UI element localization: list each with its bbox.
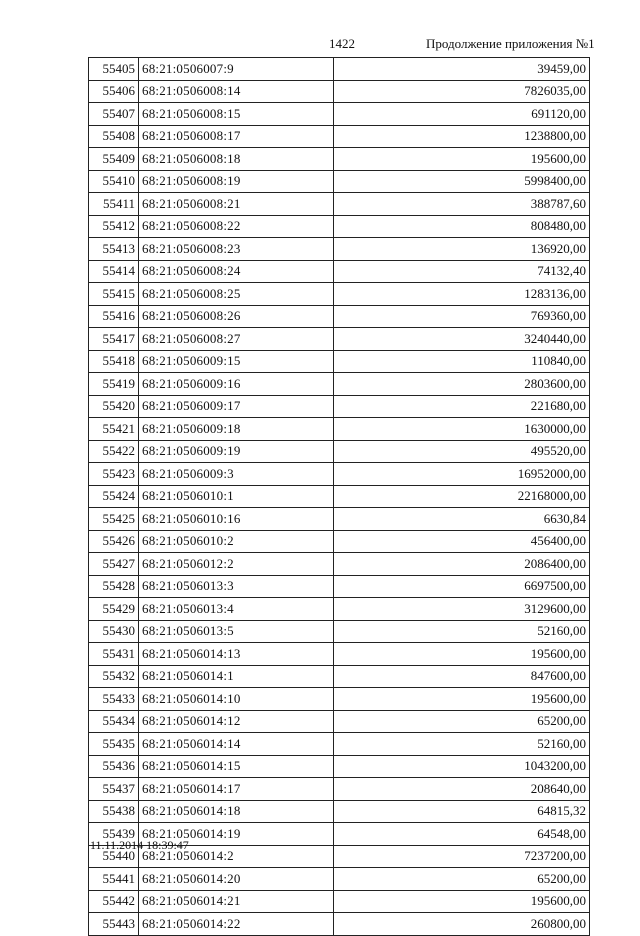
table-row [89,58,590,81]
cadastral-number: 68:21:0506008:14 [139,80,334,103]
table-row [89,710,590,733]
row-number: 55425 [89,508,139,531]
row-number: 55440 [89,845,139,868]
cadastral-number: 68:21:0506008:22 [139,215,334,238]
table-row [89,665,590,688]
table-row [89,305,590,328]
cadastral-value: 1630000,00 [334,418,590,441]
cadastral-number: 68:21:0506013:4 [139,598,334,621]
cadastral-value: 769360,00 [334,305,590,328]
table-row [89,508,590,531]
cadastral-value: 6697500,00 [334,575,590,598]
row-number: 55430 [89,620,139,643]
cadastral-number: 68:21:0506009:19 [139,440,334,463]
cadastral-number: 68:21:0506008:21 [139,193,334,216]
cadastral-value: 7237200,00 [334,845,590,868]
table-row [89,238,590,261]
row-number: 55424 [89,485,139,508]
table-row [89,733,590,756]
cadastral-value: 195600,00 [334,643,590,666]
row-number: 55416 [89,305,139,328]
row-number: 55438 [89,800,139,823]
cadastral-number: 68:21:0506014:12 [139,710,334,733]
table-row [89,418,590,441]
cadastral-value: 64815,32 [334,800,590,823]
row-number: 55405 [89,58,139,81]
table-row [89,755,590,778]
cadastral-number: 68:21:0506008:27 [139,328,334,351]
row-number: 55443 [89,913,139,936]
row-number: 55419 [89,373,139,396]
table-row [89,283,590,306]
table-row [89,575,590,598]
page-number: 1422 [329,36,355,51]
cadastral-value: 2086400,00 [334,553,590,576]
cadastral-value: 7826035,00 [334,80,590,103]
row-number: 55409 [89,148,139,171]
cadastral-value: 1238800,00 [334,125,590,148]
cadastral-value: 6630,84 [334,508,590,531]
cadastral-value: 110840,00 [334,350,590,373]
row-number: 55432 [89,665,139,688]
cadastral-number: 68:21:0506009:16 [139,373,334,396]
table-row [89,620,590,643]
cadastral-number: 68:21:0506014:13 [139,643,334,666]
row-number: 55426 [89,530,139,553]
cadastral-number: 68:21:0506007:9 [139,58,334,81]
table-row [89,260,590,283]
cadastral-value: 136920,00 [334,238,590,261]
table-row [89,148,590,171]
row-number: 55429 [89,598,139,621]
table-row [89,643,590,666]
cadastral-number: 68:21:0506010:2 [139,530,334,553]
row-number: 55412 [89,215,139,238]
cadastral-value: 456400,00 [334,530,590,553]
table-row [89,778,590,801]
cadastral-number: 68:21:0506014:21 [139,890,334,913]
cadastral-value: 52160,00 [334,733,590,756]
cadastral-value: 808480,00 [334,215,590,238]
row-number: 55415 [89,283,139,306]
cadastral-number: 68:21:0506014:20 [139,868,334,891]
cadastral-number: 68:21:0506008:19 [139,170,334,193]
row-number: 55413 [89,238,139,261]
cadastral-value: 65200,00 [334,710,590,733]
row-number: 55431 [89,643,139,666]
cadastral-value: 260800,00 [334,913,590,936]
row-number: 55422 [89,440,139,463]
cadastral-value: 52160,00 [334,620,590,643]
cadastral-number: 68:21:0506014:1 [139,665,334,688]
row-number: 55408 [89,125,139,148]
cadastral-number: 68:21:0506014:19 [139,823,334,846]
table-row [89,463,590,486]
row-number: 55420 [89,395,139,418]
cadastral-number: 68:21:0506013:3 [139,575,334,598]
cadastral-value: 2803600,00 [334,373,590,396]
cadastral-value: 74132,40 [334,260,590,283]
cadastral-number: 68:21:0506014:18 [139,800,334,823]
row-number: 55442 [89,890,139,913]
cadastral-number: 68:21:0506008:17 [139,125,334,148]
cadastral-value: 64548,00 [334,823,590,846]
cadastral-value: 691120,00 [334,103,590,126]
table-row [89,530,590,553]
cadastral-number: 68:21:0506014:14 [139,733,334,756]
table-row [89,553,590,576]
table-row [89,350,590,373]
table-row [89,890,590,913]
table-row [89,328,590,351]
table-row [89,395,590,418]
row-number: 55435 [89,733,139,756]
cadastral-number: 68:21:0506008:18 [139,148,334,171]
table-body [89,58,590,936]
row-number: 55441 [89,868,139,891]
cadastral-number: 68:21:0506008:23 [139,238,334,261]
cadastral-value: 1043200,00 [334,755,590,778]
row-number: 55411 [89,193,139,216]
cadastral-number: 68:21:0506014:10 [139,688,334,711]
table-row [89,913,590,936]
cadastral-number: 68:21:0506014:22 [139,913,334,936]
row-number: 55407 [89,103,139,126]
table-row [89,103,590,126]
cadastral-value: 3240440,00 [334,328,590,351]
cadastral-value: 195600,00 [334,890,590,913]
cadastral-number: 68:21:0506009:18 [139,418,334,441]
table-row [89,193,590,216]
cadastral-value: 847600,00 [334,665,590,688]
cadastral-number: 68:21:0506009:3 [139,463,334,486]
cadastral-number: 68:21:0506014:17 [139,778,334,801]
table-row [89,800,590,823]
table-row [89,485,590,508]
cadastral-value: 16952000,00 [334,463,590,486]
table-row [89,440,590,463]
cadastral-value: 208640,00 [334,778,590,801]
row-number: 55439 [89,823,139,846]
cadastral-value: 65200,00 [334,868,590,891]
cadastral-value: 22168000,00 [334,485,590,508]
row-number: 55414 [89,260,139,283]
cadastral-value: 495520,00 [334,440,590,463]
row-number: 55428 [89,575,139,598]
cadastral-number: 68:21:0506008:24 [139,260,334,283]
cadastral-number: 68:21:0506010:1 [139,485,334,508]
cadastral-value: 3129600,00 [334,598,590,621]
row-number: 55417 [89,328,139,351]
table-row [89,373,590,396]
row-number: 55436 [89,755,139,778]
row-number: 55433 [89,688,139,711]
row-number: 55437 [89,778,139,801]
table-row [89,215,590,238]
cadastral-number: 68:21:0506009:17 [139,395,334,418]
cadastral-value: 5998400,00 [334,170,590,193]
cadastral-number: 68:21:0506012:2 [139,553,334,576]
timestamp: 11.11.2014 18:39:47 [90,838,189,852]
cadastral-number: 68:21:0506008:26 [139,305,334,328]
table-row [89,868,590,891]
cadastral-value: 1283136,00 [334,283,590,306]
row-number: 55418 [89,350,139,373]
data-table [88,57,590,936]
cadastral-value: 388787,60 [334,193,590,216]
cadastral-number: 68:21:0506014:2 [139,845,334,868]
appendix-title: Продолжение приложения №1 [426,36,595,51]
row-number: 55410 [89,170,139,193]
cadastral-value: 195600,00 [334,688,590,711]
cadastral-value: 195600,00 [334,148,590,171]
table-row [89,80,590,103]
row-number: 55406 [89,80,139,103]
cadastral-value: 221680,00 [334,395,590,418]
cadastral-number: 68:21:0506008:15 [139,103,334,126]
row-number: 55421 [89,418,139,441]
cadastral-number: 68:21:0506014:15 [139,755,334,778]
cadastral-number: 68:21:0506010:16 [139,508,334,531]
table-row [89,598,590,621]
row-number: 55423 [89,463,139,486]
cadastral-value: 39459,00 [334,58,590,81]
cadastral-number: 68:21:0506009:15 [139,350,334,373]
table-row [89,125,590,148]
cadastral-number: 68:21:0506013:5 [139,620,334,643]
row-number: 55434 [89,710,139,733]
table-row [89,170,590,193]
row-number: 55427 [89,553,139,576]
cadastral-number: 68:21:0506008:25 [139,283,334,306]
table-row [89,688,590,711]
